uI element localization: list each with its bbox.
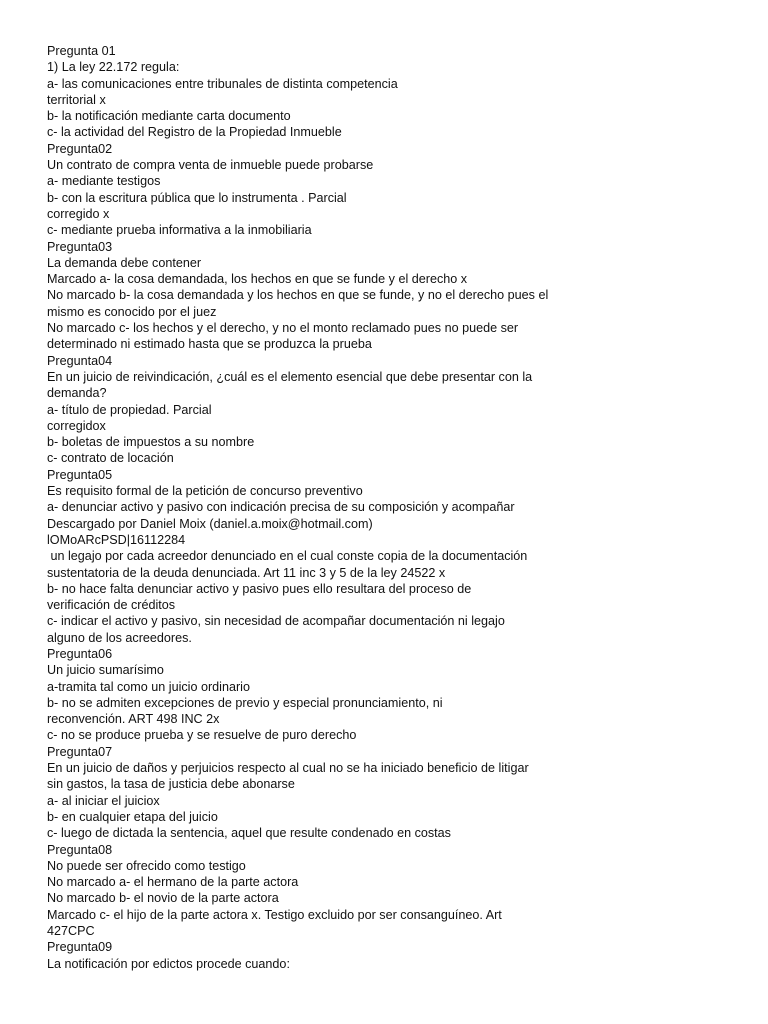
text-line: Pregunta09 — [47, 940, 113, 955]
text-line: territorial x — [47, 92, 106, 107]
document-page — [47, 43, 747, 972]
text-line: Pregunta04 — [47, 353, 113, 368]
text-line: un legajo por cada acreedor denunciado en el cual conste copia de la documentación — [47, 549, 528, 564]
text-line: lOMoARcPSD|16112284 — [47, 532, 186, 547]
text-line: demanda? — [47, 386, 107, 401]
text-line: b- no hace falta denunciar activo y pasivo pues ello resultara del proceso de — [47, 581, 472, 596]
text-line: mismo es conocido por el juez — [47, 304, 217, 319]
text-line: c- luego de dictada la sentencia, aquel que resulte condenado en costas — [47, 826, 451, 841]
text-line: c- mediante prueba informativa a la inmobiliaria — [47, 223, 312, 238]
text-line: Es requisito formal de la petición de concurso preventivo — [47, 484, 363, 499]
text-line: 1) La ley 22.172 regula: — [47, 60, 180, 75]
text-line: La demanda debe contener — [47, 255, 202, 270]
text-line: Marcado c- el hijo de la parte actora x. Testigo excluido por ser consanguíneo. Art — [47, 907, 502, 922]
text-line: a- título de propiedad. Parcial — [47, 402, 212, 417]
text-line: c- la actividad del Registro de la Propiedad Inmueble — [47, 125, 342, 140]
text-line: No marcado a- el hermano de la parte actora — [47, 875, 299, 890]
text-line: Pregunta05 — [47, 467, 113, 482]
text-line: En un juicio de daños y perjuicios respecto al cual no se ha iniciado beneficio de litigar — [47, 761, 529, 776]
text-line: b- en cualquier etapa del juicio — [47, 809, 218, 824]
text-line: No marcado b- el novio de la parte actora — [47, 891, 279, 906]
text-line: La notificación por edictos procede cuando: — [47, 956, 290, 971]
text-line: Marcado a- la cosa demandada, los hechos en que se funde y el derecho x — [47, 272, 468, 287]
text-line: sin gastos, la tasa de justicia debe abonarse — [47, 777, 295, 792]
text-line: Un juicio sumarísimo — [47, 663, 164, 678]
text-line: Pregunta06 — [47, 646, 113, 661]
text-line: b- con la escritura pública que lo instrumenta . Parcial — [47, 190, 347, 205]
text-line: c- indicar el activo y pasivo, sin necesidad de acompañar documentación ni legajo — [47, 614, 505, 629]
text-line: Pregunta07 — [47, 744, 113, 759]
text-line: reconvención. ART 498 INC 2x — [47, 712, 220, 727]
text-line: corregidox — [47, 418, 106, 433]
text-line: a- denunciar activo y pasivo con indicación precisa de su composición y acompañar — [47, 500, 515, 515]
document-body — [47, 43, 747, 972]
text-line: c- no se produce prueba y se resuelve de puro derecho — [47, 728, 357, 743]
text-line: sustentatoria de la deuda denunciada. Art 11 inc 3 y 5 de la ley 24522 x — [47, 565, 446, 580]
text-line: c- contrato de locación — [47, 451, 174, 466]
text-line: No marcado c- los hechos y el derecho, y no el monto reclamado pues no puede ser — [47, 321, 519, 336]
text-line: a- al iniciar el juiciox — [47, 793, 160, 808]
text-line: Pregunta 01 — [47, 44, 116, 58]
text-line: a- mediante testigos — [47, 174, 161, 189]
text-line: determinado ni estimado hasta que se produzca la prueba — [47, 337, 372, 352]
text-line: 427CPC — [47, 924, 95, 939]
text-line: Descargado por Daniel Moix (daniel.a.moix@hotmail.com) — [47, 516, 373, 531]
text-line: En un juicio de reivindicación, ¿cuál es el elemento esencial que debe presentar con la — [47, 369, 533, 384]
text-line: b- la notificación mediante carta documento — [47, 109, 291, 124]
text-line: alguno de los acreedores. — [47, 630, 192, 645]
text-line: Un contrato de compra venta de inmueble puede probarse — [47, 158, 374, 173]
text-line: Pregunta03 — [47, 239, 113, 254]
text-line: b- no se admiten excepciones de previo y especial pronunciamiento, ni — [47, 695, 443, 710]
text-line: No marcado b- la cosa demandada y los hechos en que se funde, y no el derecho pues el — [47, 288, 549, 303]
text-line: a-tramita tal como un juicio ordinario — [47, 679, 250, 694]
text-line: b- boletas de impuestos a su nombre — [47, 435, 255, 450]
text-line: No puede ser ofrecido como testigo — [47, 858, 246, 873]
text-line: corregido x — [47, 206, 110, 221]
text-line: Pregunta08 — [47, 842, 113, 857]
text-line: Pregunta02 — [47, 141, 113, 156]
text-line: verificación de créditos — [47, 598, 176, 613]
text-line: a- las comunicaciones entre tribunales de distinta competencia — [47, 76, 398, 91]
